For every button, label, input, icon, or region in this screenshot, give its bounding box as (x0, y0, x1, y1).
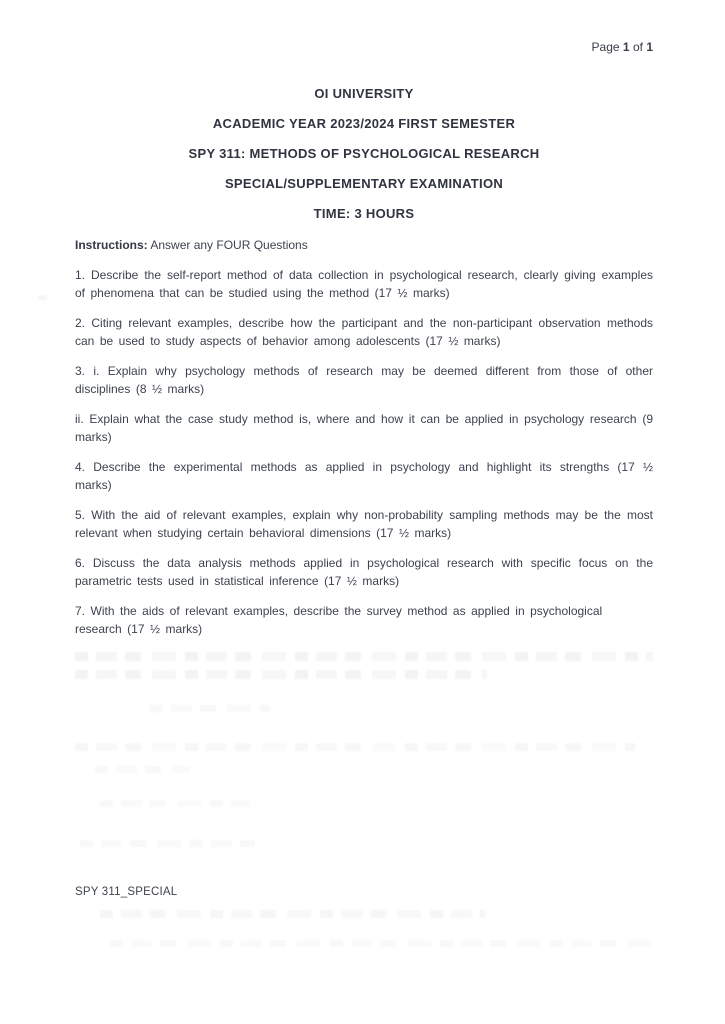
bleed-through-artifact (75, 743, 635, 751)
bleed-through-artifact (150, 705, 270, 712)
page-indicator-total: 1 (646, 40, 653, 54)
university-name: OI UNIVERSITY (314, 86, 414, 101)
question-2: 2. Citing relevant examples, describe how the participant and the non-participant observation methods can be used to study aspects of behavior among adolescents (17 ½ marks) (75, 316, 653, 348)
bleed-through-artifact (95, 766, 190, 773)
page-indicator (75, 40, 653, 54)
question-7: 7. With the aids of relevant examples, describe the survey method as applied in psychological research (17 ½ marks) (75, 604, 603, 636)
question-5: 5. With the aid of relevant examples, explain why non-probability sampling methods may be the most relevant when studying certain behavioral dimensions (17 ½ marks) (75, 508, 653, 540)
bleed-through-artifact (80, 840, 255, 847)
question-3i: 3. i. Explain why psychology methods of research may be deemed different from those of other disciplines (8 ½ marks) (75, 364, 653, 396)
bleed-through-artifact (110, 940, 655, 947)
page-indicator-word-page: Page (591, 40, 620, 54)
academic-year-line: ACADEMIC YEAR 2023/2024 FIRST SEMESTER (212, 116, 516, 131)
exam-time-line: TIME: 3 HOURS (313, 206, 415, 221)
bleed-through-artifact (75, 670, 487, 679)
instructions-text: Answer any FOUR Questions (150, 238, 308, 252)
course-title-line: SPY 311: METHODS OF PSYCHOLOGICAL RESEARCH (188, 146, 540, 161)
question-1: 1. Describe the self-report method of data collection in psychological research, clearly giving examples of phenomena that can be studied using the method (17 ½ marks) (75, 268, 653, 300)
question-4: 4. Describe the experimental methods as applied in psychology and highlight its strengths (17 ½ marks) (75, 460, 653, 492)
instructions-label: Instructions: (75, 238, 148, 252)
question-3ii: ii. Explain what the case study method is, where and how it can be applied in psychology research (9 marks) (75, 412, 653, 444)
bleed-through-artifact (38, 295, 47, 300)
document-header (75, 86, 653, 222)
bleed-through-artifact (100, 910, 485, 918)
exam-type-line: SPECIAL/SUPPLEMENTARY EXAMINATION (224, 176, 504, 191)
instructions-line (75, 236, 653, 254)
bleed-through-artifact (100, 800, 250, 807)
footer-course-code: SPY 311_SPECIAL (75, 886, 178, 898)
page-indicator-word-of: of (632, 40, 643, 54)
page-indicator-number: 1 (622, 40, 630, 54)
bleed-through-artifact (75, 652, 653, 661)
question-6: 6. Discuss the data analysis methods applied in psychological research with specific focus on the parametric tests used in statistical inference (17 ½ marks) (75, 556, 653, 588)
